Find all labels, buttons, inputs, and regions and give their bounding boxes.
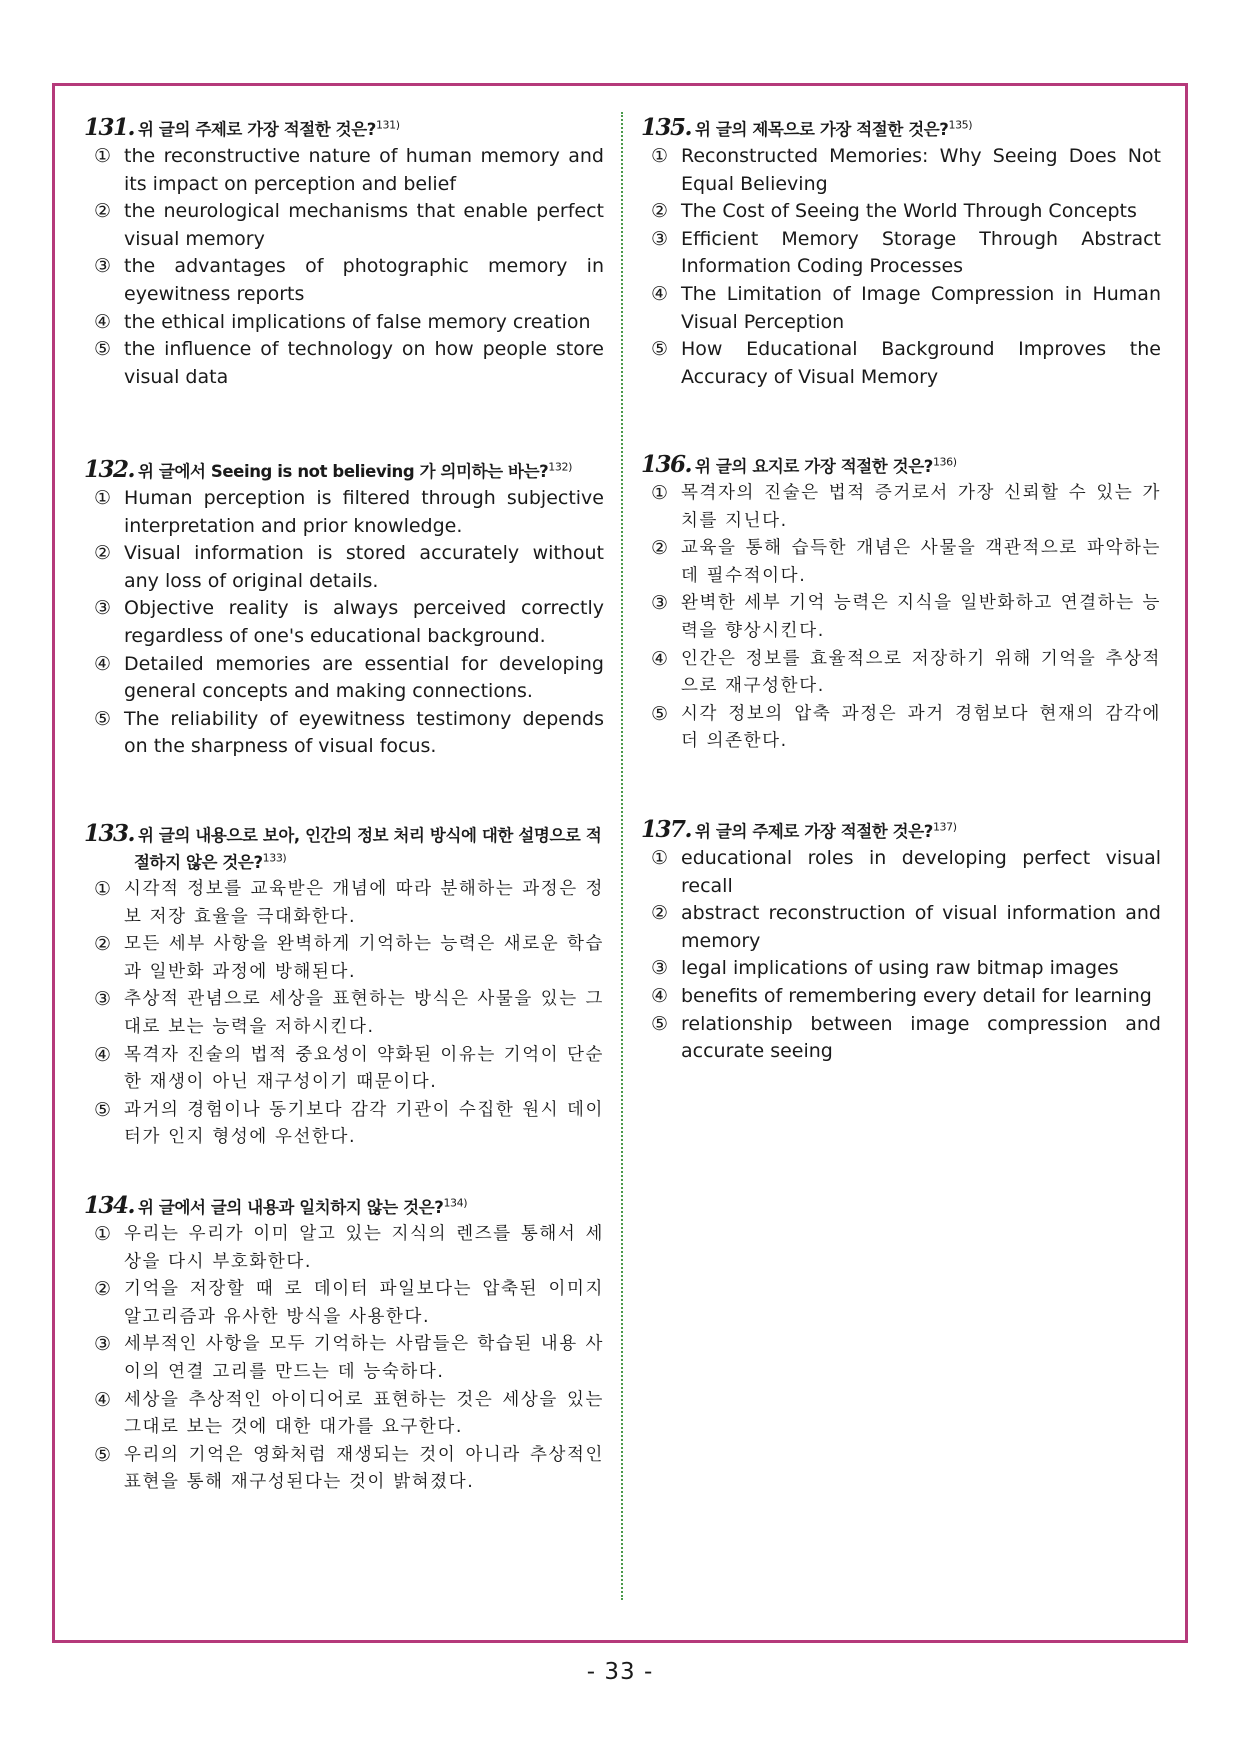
choice-5[interactable] bbox=[641, 1011, 1161, 1066]
choice-marker: ④ bbox=[651, 647, 670, 670]
choice-5[interactable] bbox=[84, 336, 604, 391]
choice-marker: ① bbox=[94, 1223, 113, 1245]
page-number: - 33 - bbox=[586, 1659, 654, 1685]
choice-text: educational roles in developing perfect visual recall bbox=[681, 847, 1161, 897]
question-134 bbox=[84, 1192, 604, 1497]
choice-3[interactable] bbox=[641, 226, 1161, 281]
question-prompt bbox=[641, 816, 1161, 845]
choice-marker: ⑤ bbox=[94, 707, 112, 730]
choice-marker: ③ bbox=[651, 957, 669, 980]
column-divider bbox=[621, 112, 623, 1600]
choice-2[interactable] bbox=[641, 900, 1161, 955]
choice-marker: ④ bbox=[94, 310, 112, 333]
choice-marker: ③ bbox=[94, 255, 112, 278]
question-131 bbox=[84, 114, 604, 391]
choice-4[interactable] bbox=[84, 1042, 604, 1097]
question-135 bbox=[641, 114, 1161, 391]
choice-text: Human perception is filtered through subjective interpretation and prior knowledge. bbox=[124, 487, 604, 537]
question-number: 131. bbox=[84, 114, 135, 141]
choice-text: 우리는 우리가 이미 알고 있는 지식의 렌즈를 통해서 세상을 다시 부호화한다. bbox=[124, 1224, 604, 1272]
choice-text: 모든 세부 사항을 완벽하게 기억하는 능력은 새로운 학습과 일반화 과정에 방해된다. bbox=[124, 934, 604, 982]
choice-3[interactable] bbox=[84, 1331, 604, 1386]
choice-text: The Limitation of Image Compression in Human Visual Perception bbox=[681, 282, 1161, 333]
question-text: 위 글의 제목으로 가장 적절한 것은? bbox=[695, 120, 949, 139]
question-137 bbox=[641, 816, 1161, 1066]
choice-text: 우리의 기억은 영화처럼 재생되는 것이 아니라 추상적인 표현을 통해 재구성된다는 것이 밝혀졌다. bbox=[124, 1444, 604, 1493]
choice-marker: ② bbox=[651, 537, 670, 560]
question-prompt bbox=[641, 451, 1161, 480]
choice-marker: ④ bbox=[94, 1043, 113, 1066]
choice-text: Visual information is stored accurately without any loss of original details. bbox=[124, 542, 604, 592]
question-text: 위 글의 내용으로 보아, 인간의 정보 처리 방식에 대한 설명으로 적절하지 않은 것은? bbox=[134, 826, 602, 872]
question-number: 137. bbox=[641, 816, 692, 843]
question-prompt bbox=[641, 114, 1161, 143]
choice-5[interactable] bbox=[84, 1097, 604, 1152]
footnote-ref: 132) bbox=[548, 460, 572, 474]
choice-marker: ② bbox=[94, 542, 112, 565]
choice-marker: ④ bbox=[94, 652, 112, 675]
choice-1[interactable] bbox=[84, 876, 604, 931]
answer-choices bbox=[641, 845, 1161, 1066]
question-132 bbox=[84, 456, 604, 761]
choice-marker: ③ bbox=[651, 592, 670, 615]
choice-2[interactable] bbox=[641, 535, 1161, 590]
choice-2[interactable] bbox=[84, 1276, 604, 1331]
choice-5[interactable] bbox=[84, 1442, 604, 1497]
choice-text: 시각 정보의 압축 과정은 과거 경험보다 현재의 감각에 더 의존한다. bbox=[681, 703, 1161, 752]
choice-marker: ② bbox=[94, 1278, 113, 1301]
choice-text: 과거의 경험이나 동기보다 감각 기관이 수집한 원시 데이터가 인지 형성에 우선한다. bbox=[124, 1099, 604, 1148]
choice-4[interactable] bbox=[641, 983, 1161, 1011]
choice-marker: ⑤ bbox=[94, 1098, 113, 1121]
choice-marker: ① bbox=[94, 145, 112, 167]
question-text: 위 글에서 글의 내용과 일치하지 않는 것은? bbox=[138, 1198, 444, 1217]
choice-text: relationship between image compression and accurate seeing bbox=[681, 1012, 1161, 1063]
choice-2[interactable] bbox=[641, 198, 1161, 226]
footnote-ref: 137) bbox=[932, 820, 957, 834]
answer-choices bbox=[641, 480, 1161, 756]
choice-marker: ① bbox=[651, 847, 669, 869]
choice-text: legal implications of using raw bitmap images bbox=[681, 957, 1119, 980]
choice-1[interactable] bbox=[641, 845, 1161, 900]
choice-2[interactable] bbox=[84, 198, 604, 253]
choice-1[interactable] bbox=[84, 1221, 604, 1276]
question-prompt bbox=[84, 114, 604, 143]
choice-5[interactable] bbox=[84, 706, 604, 761]
choice-text: Objective reality is always perceived correctly regardless of one's educational background. bbox=[124, 597, 604, 647]
choice-text: Reconstructed Memories: Why Seeing Does Not Equal Believing bbox=[681, 145, 1161, 195]
choice-marker: ③ bbox=[94, 988, 113, 1011]
question-prompt bbox=[84, 1192, 604, 1221]
question-prompt bbox=[84, 456, 604, 485]
choice-marker: ① bbox=[94, 487, 112, 509]
question-text: 위 글의 주제로 가장 적절한 것은? bbox=[695, 822, 933, 841]
choice-text: Detailed memories are essential for developing general concepts and making connections. bbox=[124, 652, 604, 703]
question-136 bbox=[641, 451, 1161, 756]
question-number: 133. bbox=[84, 820, 135, 847]
choice-text: Efficient Memory Storage Through Abstract Information Coding Processes bbox=[681, 227, 1161, 278]
footnote-ref: 131) bbox=[375, 118, 400, 132]
choice-4[interactable] bbox=[84, 1387, 604, 1442]
choice-text: 추상적 관념으로 세상을 표현하는 방식은 사물을 있는 그대로 보는 능력을 저하시킨다. bbox=[124, 989, 604, 1037]
answer-choices bbox=[84, 485, 604, 761]
choice-marker: ② bbox=[651, 200, 669, 223]
choice-2[interactable] bbox=[84, 931, 604, 986]
choice-text: 세상을 추상적인 아이디어로 표현하는 것은 세상을 있는 그대로 보는 것에 대한 대가를 요구한다. bbox=[124, 1389, 604, 1438]
choice-marker: ③ bbox=[94, 597, 112, 620]
choice-text: 목격자 진술의 법적 중요성이 약화된 이유는 기억이 단순한 재생이 아닌 재구성이기 때문이다. bbox=[124, 1044, 604, 1093]
choice-2[interactable] bbox=[84, 540, 604, 595]
choice-3[interactable] bbox=[84, 986, 604, 1041]
choice-3[interactable] bbox=[641, 590, 1161, 645]
choice-marker: ④ bbox=[651, 282, 669, 305]
choice-text: 목격자의 진술은 법적 증거로서 가장 신뢰할 수 있는 가치를 지닌다. bbox=[681, 483, 1161, 531]
choice-text: the advantages of photographic memory in eyewitness reports bbox=[124, 255, 604, 305]
choice-text: abstract reconstruction of visual information and memory bbox=[681, 902, 1161, 952]
choice-text: 기억을 저장할 때 로 데이터 파일보다는 압축된 이미지 알고리즘과 유사한 방식을 사용한다. bbox=[124, 1279, 604, 1327]
answer-choices bbox=[84, 876, 604, 1152]
choice-text: The reliability of eyewitness testimony depends on the sharpness of visual focus. bbox=[124, 707, 604, 758]
question-text: 위 글의 요지로 가장 적절한 것은? bbox=[695, 457, 933, 476]
choice-marker: ⑤ bbox=[651, 338, 669, 361]
choice-text: the influence of technology on how people store visual data bbox=[124, 338, 604, 388]
choice-text: 완벽한 세부 기억 능력은 지식을 일반화하고 연결하는 능력을 향상시킨다. bbox=[681, 593, 1161, 641]
choice-marker: ① bbox=[651, 145, 669, 167]
choice-text: 세부적인 사항을 모두 기억하는 사람들은 학습된 내용 사이의 연결 고리를 만드는 데 능숙하다. bbox=[124, 1334, 604, 1382]
choice-marker: ② bbox=[651, 902, 669, 925]
choice-text: the neurological mechanisms that enable perfect visual memory bbox=[124, 200, 604, 250]
answer-choices bbox=[641, 143, 1161, 391]
choice-3[interactable] bbox=[84, 253, 604, 308]
choice-marker: ① bbox=[651, 482, 670, 504]
question-number: 135. bbox=[641, 114, 692, 141]
choice-3[interactable] bbox=[641, 955, 1161, 983]
footnote-ref: 133) bbox=[262, 851, 287, 865]
choice-5[interactable] bbox=[641, 701, 1161, 756]
choice-marker: ⑤ bbox=[94, 1443, 113, 1466]
choice-marker: ④ bbox=[651, 984, 669, 1007]
choice-4[interactable] bbox=[84, 651, 604, 706]
footnote-ref: 136) bbox=[932, 455, 957, 469]
question-number: 132. bbox=[84, 456, 135, 483]
choice-1[interactable] bbox=[84, 485, 604, 540]
answer-choices bbox=[84, 1221, 604, 1497]
question-prompt bbox=[84, 820, 604, 876]
choice-text: the reconstructive nature of human memory and its impact on perception and belief bbox=[124, 145, 604, 195]
footnote-ref: 134) bbox=[443, 1196, 468, 1210]
choice-text: How Educational Background Improves the Accuracy of Visual Memory bbox=[681, 338, 1161, 388]
choice-5[interactable] bbox=[641, 336, 1161, 391]
question-number: 136. bbox=[641, 451, 692, 478]
question-text: 위 글에서 Seeing is not believing 가 의미하는 바는? bbox=[138, 462, 549, 481]
footnote-ref: 135) bbox=[948, 118, 973, 132]
choice-marker: ③ bbox=[94, 1333, 113, 1356]
choice-marker: ⑤ bbox=[651, 702, 670, 725]
choice-text: benefits of remembering every detail for learning bbox=[681, 984, 1152, 1007]
question-number: 134. bbox=[84, 1192, 135, 1219]
choice-marker: ③ bbox=[651, 227, 669, 250]
choice-text: The Cost of Seeing the World Through Concepts bbox=[681, 200, 1137, 223]
choice-1[interactable] bbox=[641, 143, 1161, 198]
choice-text: 인간은 정보를 효율적으로 저장하기 위해 기억을 추상적으로 재구성한다. bbox=[681, 648, 1161, 697]
choice-4[interactable] bbox=[84, 309, 604, 337]
question-133 bbox=[84, 820, 604, 1152]
choice-marker: ② bbox=[94, 200, 112, 223]
choice-text: 시각적 정보를 교육받은 개념에 따라 분해하는 과정은 정보 저장 효율을 극대화한다. bbox=[124, 879, 604, 927]
choice-4[interactable] bbox=[641, 646, 1161, 701]
question-text: 위 글의 주제로 가장 적절한 것은? bbox=[138, 120, 376, 139]
answer-choices bbox=[84, 143, 604, 391]
choice-3[interactable] bbox=[84, 595, 604, 650]
choice-marker: ⑤ bbox=[94, 338, 112, 361]
choice-4[interactable] bbox=[641, 281, 1161, 336]
choice-1[interactable] bbox=[84, 143, 604, 198]
choice-marker: ① bbox=[94, 878, 113, 900]
choice-marker: ④ bbox=[94, 1388, 113, 1411]
choice-marker: ⑤ bbox=[651, 1012, 669, 1035]
choice-1[interactable] bbox=[641, 480, 1161, 535]
choice-marker: ② bbox=[94, 933, 113, 956]
choice-text: the ethical implications of false memory creation bbox=[124, 310, 591, 333]
choice-text: 교육을 통해 습득한 개념은 사물을 객관적으로 파악하는 데 필수적이다. bbox=[681, 538, 1161, 586]
